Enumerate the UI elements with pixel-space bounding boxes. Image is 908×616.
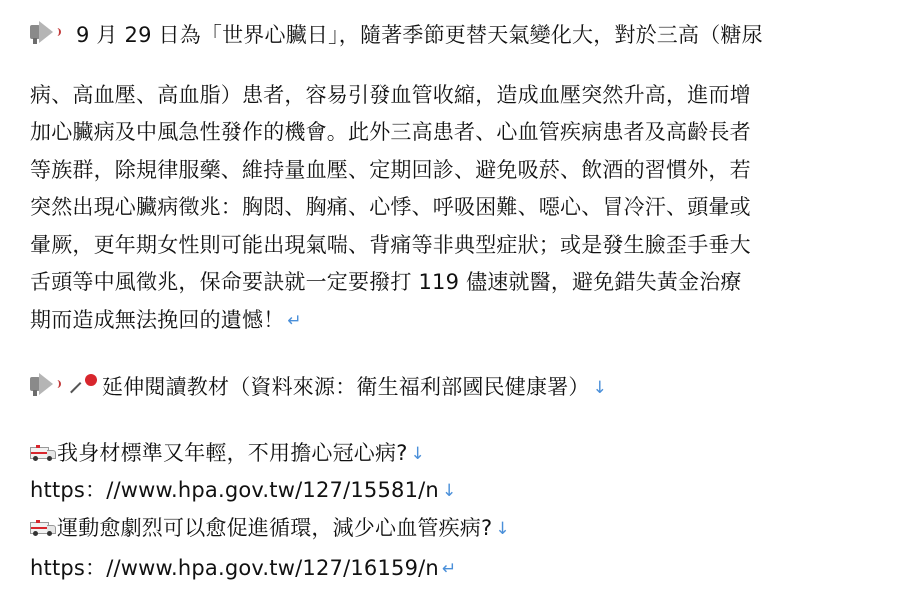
reading-item-title-1 — [30, 438, 425, 469]
paragraph-text: 病、高血壓、高血脂）患者，容易引發血管收縮，造成血壓突然升高，進而增 — [30, 83, 751, 107]
reading-item-link[interactable]: https：//www.hpa.gov.tw/127/16159/n — [30, 556, 439, 580]
ambulance-icon — [30, 520, 56, 536]
paragraph-line-2 — [30, 80, 751, 110]
reading-item-url-2 — [30, 553, 456, 584]
paragraph-text: 期而造成無法挽回的遺憾！ — [30, 308, 285, 332]
paragraph-text: 突然出現心臟病徵兆：胸悶、胸痛、心悸、呼吸困難、噁心、冒冷汗、頭暈或 — [30, 195, 751, 219]
reading-heading-text: 延伸閱讀教材（資料來源：衛生福利部國民健康署） — [102, 375, 590, 399]
paragraph-line-3 — [30, 117, 751, 147]
reading-item-title-2 — [30, 513, 510, 544]
paragraph-text: 加心臟病及中風急性發作的機會。此外三高患者、心血管疾病患者及高齡長者 — [30, 120, 751, 144]
paragraph-line-1 — [30, 20, 763, 50]
paragraph-line-8 — [30, 305, 302, 336]
paragraph-mark: ↵ — [441, 559, 457, 579]
paragraph-line-7 — [30, 267, 742, 297]
paragraph-mark: ↵ — [287, 311, 302, 331]
line-break-mark: ↓ — [410, 444, 425, 464]
paragraph-text: 舌頭等中風徵兆，保命要訣就一定要撥打 119 儘速就醫，避免錯失黃金治療 — [30, 270, 742, 294]
reading-heading — [30, 372, 607, 403]
line-break-mark: ↓ — [592, 378, 608, 398]
paragraph-text: 9 月 29 日為「世界心臟日」，隨著季節更替天氣變化大，對於三高（糖尿 — [76, 23, 763, 47]
paragraph-text: 等族群，除規律服藥、維持量血壓、定期回診、避免吸菸、飲酒的習慣外，若 — [30, 158, 751, 182]
megaphone-icon — [30, 373, 60, 397]
reading-item-title: 我身材標準又年輕，不用擔心冠心病? — [57, 441, 408, 465]
ambulance-icon — [30, 445, 56, 461]
reading-item-link[interactable]: https：//www.hpa.gov.tw/127/15581/n — [30, 478, 439, 502]
paragraph-line-6 — [30, 230, 751, 260]
line-break-mark: ↓ — [495, 519, 510, 539]
reading-item-url-1 — [30, 475, 456, 506]
megaphone-icon — [30, 21, 60, 45]
paragraph-line-4 — [30, 155, 751, 185]
line-break-mark: ↓ — [441, 481, 457, 501]
paragraph-text: 暈厥，更年期女性則可能出現氣喘、背痛等非典型症狀；或是發生臉歪手垂大 — [30, 233, 751, 257]
paragraph-line-5 — [30, 192, 751, 222]
reading-item-title: 運動愈劇烈可以愈促進循環，減少心血管疾病? — [57, 516, 493, 540]
pushpin-icon — [76, 373, 100, 397]
